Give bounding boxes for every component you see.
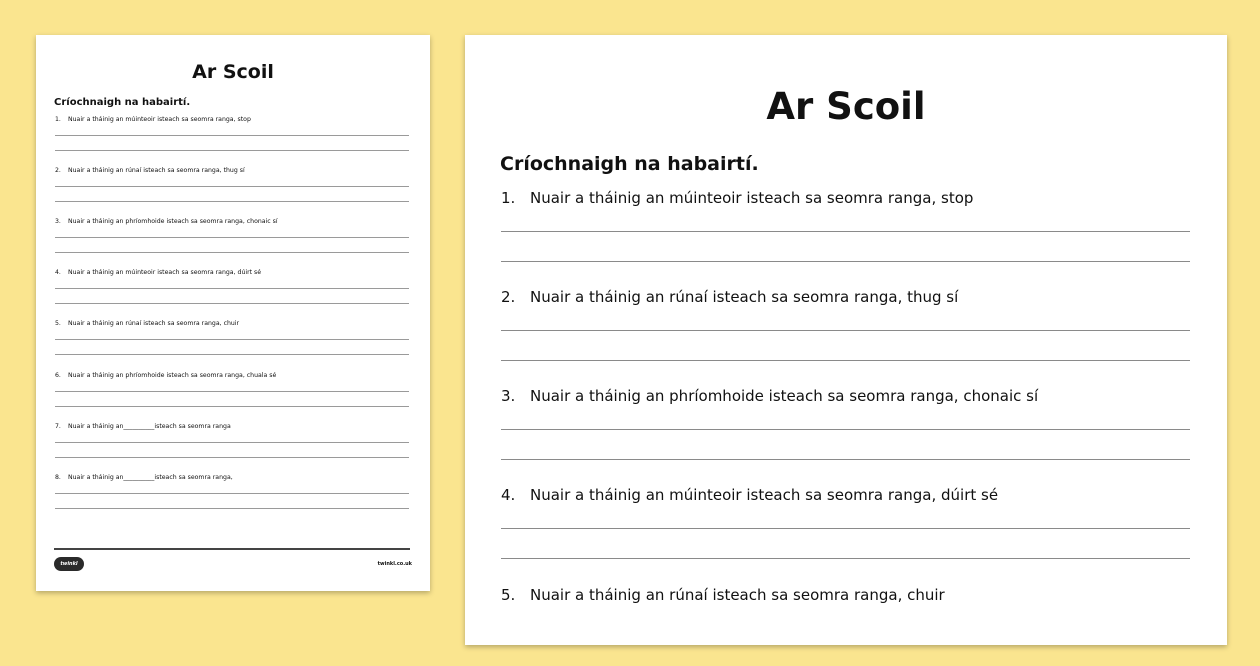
question-prompt: Nuair a tháinig an múinteoir isteach sa seomra ranga, stop bbox=[530, 189, 974, 207]
question-text bbox=[501, 288, 1190, 306]
answer-line bbox=[55, 288, 409, 289]
question-item bbox=[55, 116, 409, 166]
question-item bbox=[55, 167, 409, 217]
question-number: 6. bbox=[55, 372, 61, 379]
question-text bbox=[55, 423, 409, 430]
question-item bbox=[55, 423, 409, 473]
answer-line bbox=[501, 261, 1190, 262]
question-text bbox=[501, 486, 1190, 504]
question-number: 5. bbox=[501, 586, 516, 604]
answer-line bbox=[55, 339, 409, 340]
question-item bbox=[501, 189, 1190, 269]
answer-line bbox=[55, 237, 409, 238]
answer-line bbox=[55, 135, 409, 136]
question-prompt: Nuair a tháinig an rúnaí isteach sa seomra ranga, chuir bbox=[68, 320, 240, 327]
question-prompt: Nuair a tháinig an phríomhoide isteach sa seomra ranga, chonaic sí bbox=[68, 218, 278, 225]
answer-line bbox=[55, 201, 409, 202]
answer-line bbox=[55, 186, 409, 187]
worksheet-thumbnail[interactable] bbox=[36, 35, 430, 591]
question-number: 7. bbox=[55, 423, 61, 430]
question-item bbox=[501, 288, 1190, 368]
question-text bbox=[501, 387, 1190, 405]
question-item bbox=[55, 218, 409, 268]
answer-line bbox=[501, 528, 1190, 529]
question-item bbox=[501, 387, 1190, 467]
question-prompt: Nuair a tháinig an phríomhoide isteach sa seomra ranga, chonaic sí bbox=[530, 387, 1039, 405]
answer-line bbox=[55, 391, 409, 392]
question-text bbox=[55, 269, 409, 276]
question-prompt: Nuair a tháinig an phríomhoide isteach sa seomra ranga, chuala sé bbox=[68, 372, 277, 379]
question-number: 1. bbox=[55, 116, 61, 123]
footer-divider bbox=[54, 548, 410, 550]
question-item bbox=[55, 320, 409, 370]
answer-line bbox=[55, 493, 409, 494]
question-text bbox=[55, 167, 409, 174]
twinkl-logo: twinkl bbox=[54, 557, 84, 571]
answer-line bbox=[55, 150, 409, 151]
question-text bbox=[55, 474, 409, 481]
question-number: 3. bbox=[55, 218, 61, 225]
answer-line bbox=[501, 360, 1190, 361]
question-text bbox=[55, 218, 409, 225]
answer-line bbox=[55, 508, 409, 509]
answer-line bbox=[55, 354, 409, 355]
question-text bbox=[55, 116, 409, 123]
question-number: 5. bbox=[55, 320, 61, 327]
question-prompt: Nuair a tháinig an múinteoir isteach sa seomra ranga, stop bbox=[68, 116, 251, 123]
worksheet-title: Ar Scoil bbox=[192, 61, 274, 83]
question-item bbox=[55, 372, 409, 422]
question-number: 1. bbox=[501, 189, 516, 207]
question-number: 3. bbox=[501, 387, 516, 405]
worksheet-instruction: Críochnaigh na habairtí. bbox=[54, 97, 191, 108]
worksheet-instruction: Críochnaigh na habairtí. bbox=[500, 153, 759, 175]
question-number: 4. bbox=[501, 486, 516, 504]
question-prompt: Nuair a tháinig an múinteoir isteach sa seomra ranga, dúirt sé bbox=[68, 269, 262, 276]
question-text bbox=[55, 372, 409, 379]
question-item bbox=[501, 486, 1190, 566]
question-number: 2. bbox=[55, 167, 61, 174]
question-text bbox=[501, 189, 1190, 207]
answer-line bbox=[55, 406, 409, 407]
answer-line bbox=[501, 231, 1190, 232]
worksheet-large bbox=[465, 35, 1227, 645]
answer-line bbox=[501, 429, 1190, 430]
question-prompt: Nuair a tháinig an__________isteach sa seomra ranga bbox=[68, 423, 231, 430]
worksheet-title: Ar Scoil bbox=[766, 85, 926, 128]
question-item bbox=[55, 269, 409, 319]
question-prompt: Nuair a tháinig an__________isteach sa seomra ranga, bbox=[68, 474, 233, 481]
answer-line bbox=[501, 459, 1190, 460]
question-item bbox=[55, 474, 409, 524]
question-number: 4. bbox=[55, 269, 61, 276]
footer-url: twinkl.co.uk bbox=[377, 561, 412, 567]
question-item bbox=[501, 586, 1190, 666]
answer-line bbox=[501, 558, 1190, 559]
question-prompt: Nuair a tháinig an rúnaí isteach sa seomra ranga, chuir bbox=[530, 586, 945, 604]
question-text bbox=[55, 320, 409, 327]
question-prompt: Nuair a tháinig an rúnaí isteach sa seomra ranga, thug sí bbox=[530, 288, 959, 306]
question-prompt: Nuair a tháinig an múinteoir isteach sa seomra ranga, dúirt sé bbox=[530, 486, 999, 504]
answer-line bbox=[55, 457, 409, 458]
answer-line bbox=[55, 303, 409, 304]
question-text bbox=[501, 586, 1190, 604]
answer-line bbox=[55, 442, 409, 443]
question-prompt: Nuair a tháinig an rúnaí isteach sa seomra ranga, thug sí bbox=[68, 167, 245, 174]
question-number: 8. bbox=[55, 474, 61, 481]
question-number: 2. bbox=[501, 288, 516, 306]
answer-line bbox=[501, 330, 1190, 331]
answer-line bbox=[55, 252, 409, 253]
